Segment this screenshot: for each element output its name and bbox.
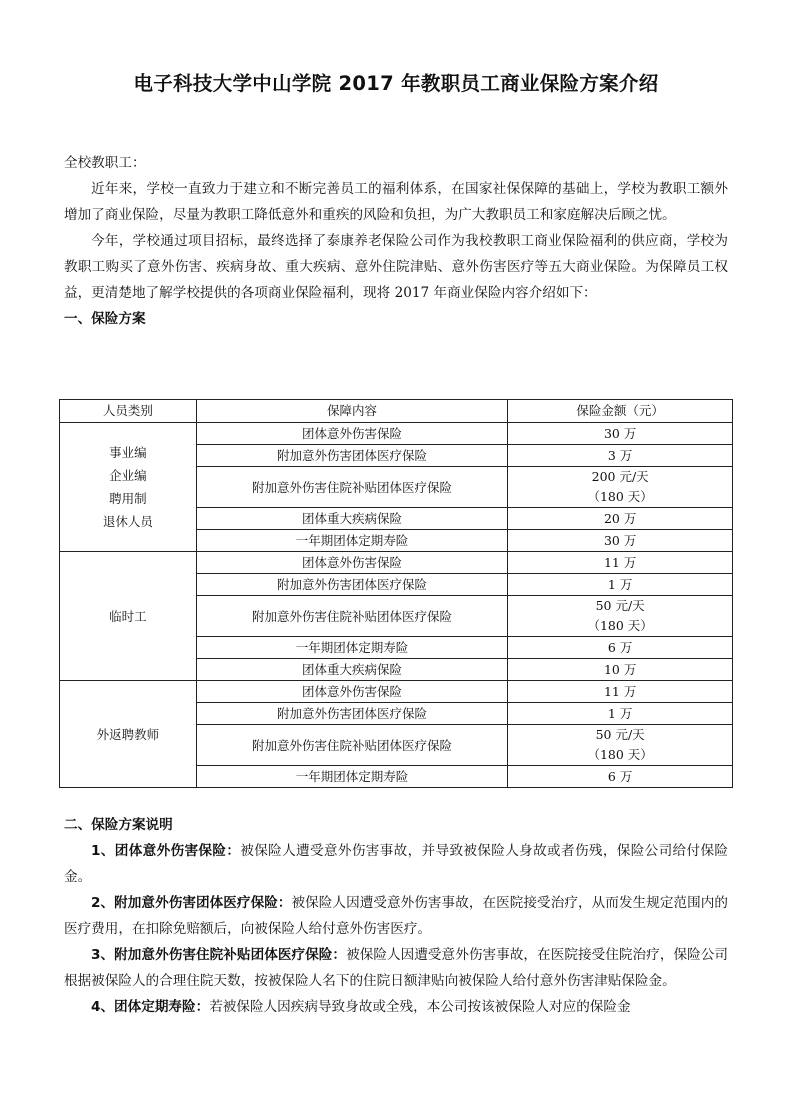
header-coverage: 保障内容 — [196, 400, 508, 423]
category-cell-rehired — [60, 681, 197, 788]
category-line: 聘用制 — [109, 491, 147, 506]
coverage-cell: 附加意外伤害团体医疗保险 — [196, 574, 508, 596]
explanation-term: 4、团体定期寿险： — [91, 999, 210, 1015]
amount-cell: 3 万 — [508, 445, 733, 467]
amount-cell: 1 万 — [508, 574, 733, 596]
coverage-cell: 附加意外伤害团体医疗保险 — [196, 703, 508, 725]
coverage-cell: 团体意外伤害保险 — [196, 552, 508, 574]
coverage-cell: 一年期团体定期寿险 — [196, 766, 508, 788]
intro-paragraph-2: 今年，学校通过项目招标，最终选择了泰康养老保险公司作为我校教职工商业保险福利的供应商，学校为教职工购买了意外伤害、疾病身故、重大疾病、意外住院津贴、意外伤害医疗等五大商业保险。为保障员工权益，更清楚地了解学校提供的各项商业保险福利，现将 2017 年商业保险内容介绍如下： — [64, 233, 728, 301]
amount-cell: 1 万 — [508, 703, 733, 725]
coverage-cell: 团体重大疾病保险 — [196, 508, 508, 530]
category-line: 事业编 — [109, 445, 147, 460]
header-amount: 保险金额（元） — [508, 400, 733, 423]
amount-cell: 6 万 — [508, 637, 733, 659]
amount-cell: 6 万 — [508, 766, 733, 788]
explanation-text: 被保险人因遭受意外伤害事故，在医院接受住院治疗，保险公司根据被保险人的合理住院天数，按被保险人名下的住院日额津贴向被保险人给付意外伤害津贴保险金。 — [64, 947, 728, 989]
section-2-heading: 二、保险方案说明 — [64, 817, 173, 833]
amount-cell: 11 万 — [508, 681, 733, 703]
explanation-section — [64, 812, 728, 1020]
amount-cell: 30 万 — [508, 530, 733, 552]
amount-cell — [508, 725, 733, 766]
document-title: 电子科技大学中山学院 2017 年教职员工商业保险方案介绍 — [133, 72, 659, 95]
coverage-cell: 附加意外伤害团体医疗保险 — [196, 445, 508, 467]
coverage-cell: 附加意外伤害住院补贴团体医疗保险 — [196, 596, 508, 637]
table-row — [60, 423, 733, 445]
explanation-text: 被保险人因遭受意外伤害事故，在医院接受治疗，从而发生规定范围内的医疗费用，在扣除免赔额后，向被保险人给付意外伤害医疗。 — [64, 895, 728, 937]
explanation-paragraph — [64, 942, 728, 994]
explanation-text: 若被保险人因疾病导致身故或全残，本公司按该被保险人对应的保险金 — [209, 999, 631, 1015]
amount-line: 50 元/天 — [595, 727, 645, 742]
explanation-paragraph — [64, 890, 728, 942]
amount-cell: 30 万 — [508, 423, 733, 445]
amount-cell: 20 万 — [508, 508, 733, 530]
amount-line: 200 元/天 — [591, 469, 649, 484]
coverage-cell: 团体意外伤害保险 — [196, 423, 508, 445]
amount-cell: 10 万 — [508, 659, 733, 681]
explanation-term: 2、附加意外伤害团体医疗保险： — [91, 895, 292, 911]
amount-line: （180 天） — [587, 747, 653, 762]
table-header-row — [60, 400, 733, 423]
amount-cell — [508, 596, 733, 637]
intro-section — [64, 150, 728, 332]
section-1-heading: 一、保险方案 — [64, 311, 146, 327]
explanation-paragraph — [64, 994, 728, 1020]
intro-paragraph-1: 近年来，学校一直致力于建立和不断完善员工的福利体系，在国家社保保障的基础上，学校为教职工额外增加了商业保险，尽量为教职工降低意外和重疾的风险和负担，为广大教职员工和家庭解决后顾之忧。 — [64, 181, 728, 223]
category-line: 退休人员 — [102, 514, 153, 529]
coverage-cell: 团体意外伤害保险 — [196, 681, 508, 703]
coverage-cell: 附加意外伤害住院补贴团体医疗保险 — [196, 725, 508, 766]
amount-line: 50 元/天 — [595, 598, 645, 613]
category-cell-staff — [60, 423, 197, 552]
amount-cell — [508, 467, 733, 508]
explanation-term: 3、附加意外伤害住院补贴团体医疗保险： — [91, 947, 347, 963]
coverage-cell: 一年期团体定期寿险 — [196, 637, 508, 659]
table-row — [60, 552, 733, 574]
coverage-cell: 附加意外伤害住院补贴团体医疗保险 — [196, 467, 508, 508]
explanation-paragraph — [64, 838, 728, 890]
category-line: 临时工 — [109, 608, 147, 624]
category-line: 外返聘教师 — [96, 726, 160, 742]
insurance-plan-table — [59, 399, 733, 788]
amount-line: （180 天） — [587, 489, 653, 504]
explanation-text: 被保险人遭受意外伤害事故，并导致被保险人身故或者伤残，保险公司给付保险金。 — [64, 843, 728, 885]
coverage-cell: 一年期团体定期寿险 — [196, 530, 508, 552]
amount-cell: 11 万 — [508, 552, 733, 574]
explanation-term: 1、团体意外伤害保险： — [91, 843, 241, 859]
table-row — [60, 681, 733, 703]
header-category: 人员类别 — [60, 400, 197, 423]
category-line: 企业编 — [109, 468, 147, 483]
coverage-cell: 团体重大疾病保险 — [196, 659, 508, 681]
salutation: 全校教职工： — [64, 155, 146, 171]
amount-line: （180 天） — [587, 618, 653, 633]
category-cell-temporary — [60, 552, 197, 681]
